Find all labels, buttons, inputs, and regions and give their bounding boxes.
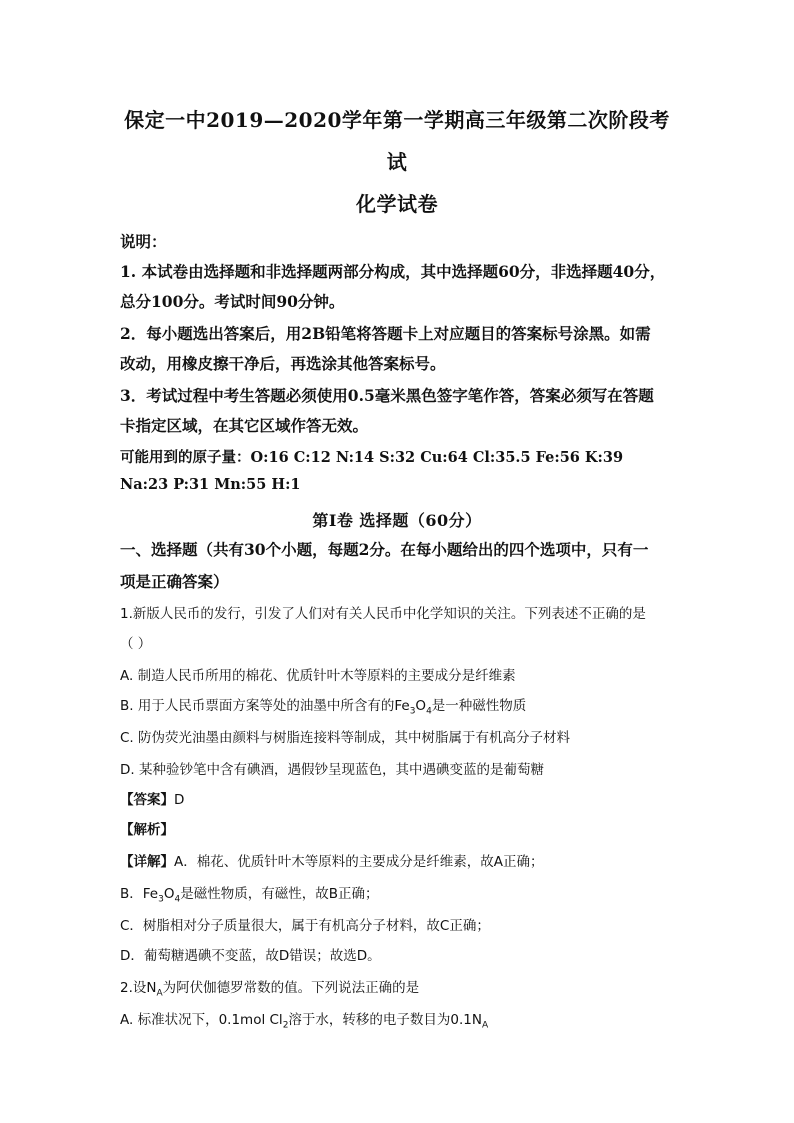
q1-option-d: D. 某种验钞笔中含有碘酒，遇假钞呈现蓝色，其中遇碘变蓝的是葡萄糖	[120, 762, 544, 778]
instruction-1b: 总分100分。考试时间90分钟。	[120, 292, 345, 311]
instruction-2b: 改动，用橡皮擦干净后，再选涂其他答案标号。	[120, 354, 446, 373]
atomic-mass-line-2: Na:23 P:31 Mn:55 H:1	[120, 476, 301, 493]
subject-title: 化学试卷	[356, 192, 438, 216]
section-heading-b: 项是正确答案）	[120, 572, 229, 591]
q1-option-b: B. 用于人民币票面方案等处的油墨中所含有的$Fe_3O_4$是一种磁性物质	[120, 698, 527, 717]
volume-title: 第Ⅰ卷 选择题（60分）	[312, 511, 482, 530]
q1-detail-c: C．树脂相对分子质量很大，属于有机高分子材料，故C正确；	[120, 918, 490, 934]
q1-option-c: C. 防伪荧光油墨由颜料与树脂连接料等制成，其中树脂属于有机高分子材料	[120, 730, 571, 746]
q2-stem: 2.设$N_A$为阿伏伽德罗常数的值。下列说法正确的是	[120, 980, 420, 999]
q1-analysis-tag: 【解析】	[120, 822, 174, 838]
instructions-heading: 说明：	[120, 232, 167, 251]
instruction-2a: 2．每小题选出答案后，用2B铅笔将答题卡上对应题目的答案标号涂黑。如需	[120, 324, 651, 343]
q1-stem-a: 1.新版人民币的发行，引发了人们对有关人民币中化学知识的关注。下列表述不正确的是	[120, 606, 646, 622]
q1-answer: 【答案】D	[120, 792, 185, 808]
exam-title-line2: 试	[386, 150, 408, 174]
instruction-1a: 1. 本试卷由选择题和非选择题两部分构成，其中选择题60分，非选择题40分，	[120, 262, 666, 281]
q1-option-a: A. 制造人民币所用的棉花、优质针叶木等原料的主要成分是纤维素	[120, 668, 516, 684]
section-heading-a: 一、选择题（共有30个小题，每题2分。在每小题给出的四个选项中，只有一	[120, 540, 649, 559]
exam-title-line1: 保定一中2019—2020学年第一学期高三年级第二次阶段考	[124, 108, 670, 132]
q2-option-a: A. 标准状况下，0.1mol $Cl_2$溶于水，转移的电子数目为$0.1N_A$	[120, 1012, 489, 1031]
instruction-3a: 3．考试过程中考生答题必须使用0.5毫米黑色签字笔作答，答案必须写在答题	[120, 386, 654, 405]
atomic-mass-line-1: 可能用到的原子量：O:16 C:12 N:14 S:32 Cu:64 Cl:35.5 Fe:56 K:39	[120, 449, 624, 466]
q1-stem-b: （ ）	[120, 636, 152, 652]
q1-detail-b: B．$Fe_3O_4$是磁性物质，有磁性，故B正确；	[120, 886, 379, 905]
q1-detail-d: D．葡萄糖遇碘不变蓝，故D错误；故选D。	[120, 948, 381, 964]
q1-detail-a: 【详解】A．棉花、优质针叶木等原料的主要成分是纤维素，故A正确；	[120, 854, 544, 870]
instruction-3b: 卡指定区域，在其它区域作答无效。	[120, 416, 369, 435]
